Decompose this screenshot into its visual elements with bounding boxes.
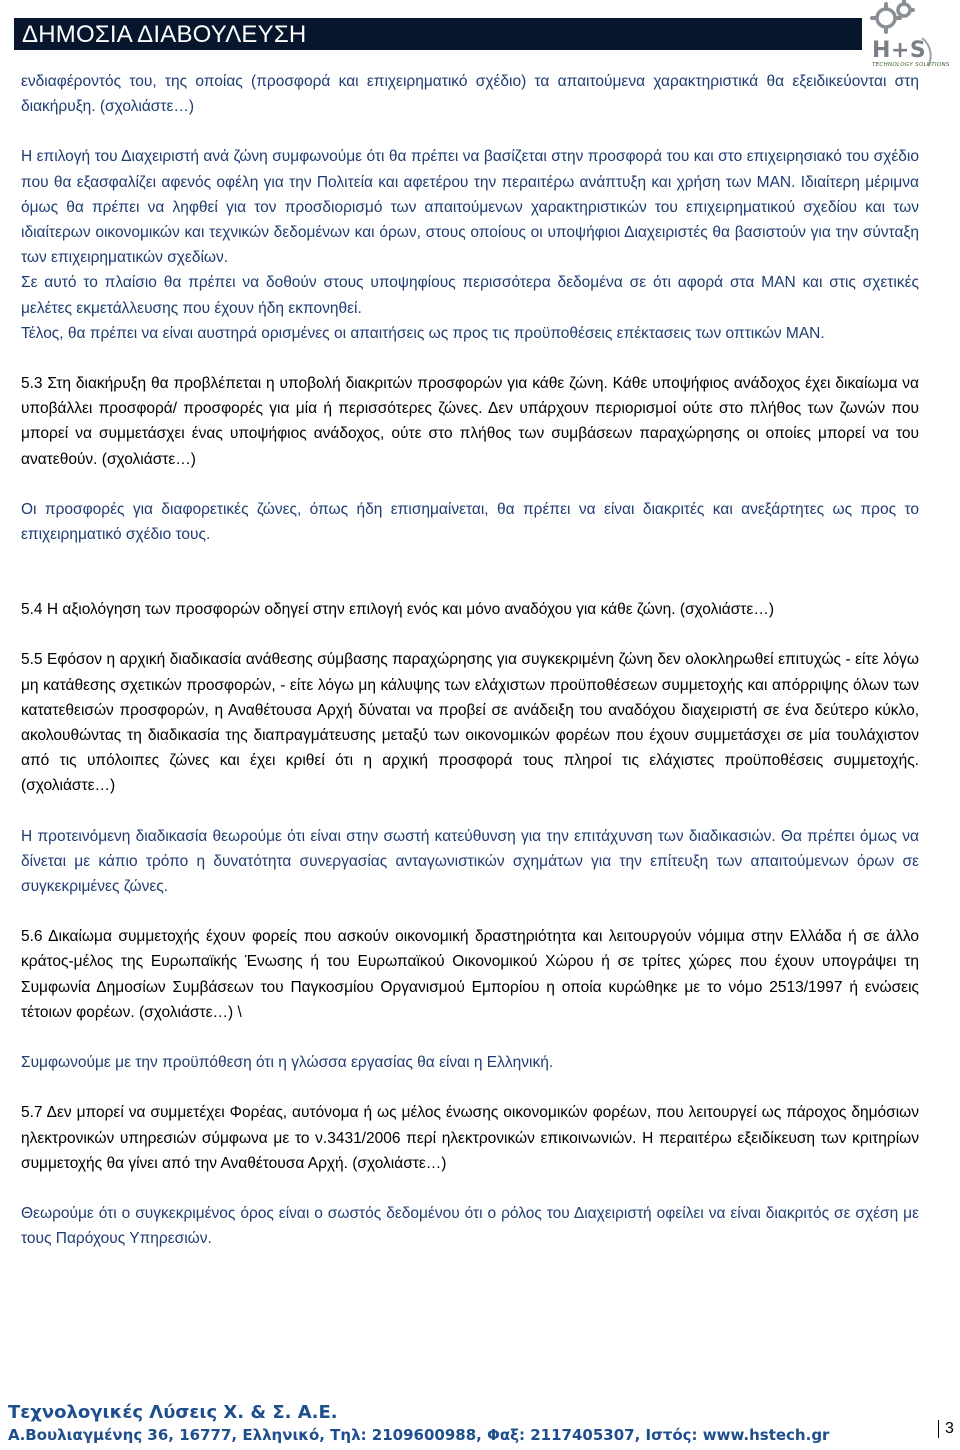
footer-company-name: Τεχνολογικές Λύσεις Χ. & Σ. Α.Ε. (8, 1402, 338, 1423)
section-paragraph-5-3: 5.3 Στη διακήρυξη θα προβλέπεται η υποβολή διακριτών προσφορών για κάθε ζώνη. Κάθε υποψήφιος ανάδοχος έχει δικαίωμα να υποβάλλει προσφορά/ προσφορές για μία ή περισσότερες ζώνες. Δεν υπάρχουν περιορισμοί ούτε στο πλήθος των ζωνών που μπορεί να συμμετάσχει ένας υποψήφιος ανάδοχος, ούτε στο πλήθος των συμβάσεων παραχώρησης οι οποίες μπορεί να του ανατεθούν. (σχολιάστε…) (21, 375, 919, 468)
comment-paragraph: Τέλος, θα πρέπει να είναι αυστηρά ορισμένες οι απαιτήσεις ως προς τις προϋποθέσεις επέκτασεις των οπτικών ΜΑΝ. (21, 324, 825, 342)
section-paragraph-5-5: 5.5 Εφόσον η αρχική διαδικασία ανάθεσης σύμβασης παραχώρησης για συγκεκριμένη ζώνη δεν ολοκληρωθεί επιτυχώς - είτε λόγω μη κατάθεσης σχετικών προσφορών, - είτε λόγω μη κάλυψης των ελάχιστων προϋποθέσεων συμμετοχής και απόρριψης όλων των κατατεθεισών προσφορών, η Αναθέτουσα Αρχή δύναται να προβεί σε ανάδειξη του αναδόχου διαχειριστή σε ένα δεύτερο κύκλο, ακολουθώντας τη διαδικασία της διαπραγμάτευσης μεταξύ των οικονομικών φορέων που έχουν συμμετάσχει σε μία τουλάχιστον από τις υπόλοιπες ζώνες και έχει κριθεί ότι η αρχική προσφορά τους πληροί τις ελάχιστες προϋποθέσεις συμμετοχής. (σχολιάστε…) (21, 651, 919, 795)
document-body (21, 69, 919, 1251)
logo-text: H+S (872, 38, 927, 63)
comment-paragraph: Η επιλογή του Διαχειριστή ανά ζώνη συμφωνούμε ότι θα πρέπει να βασίζεται στην προσφορά του και στο επιχειρησιακό του σχέδιο που θα εξασφαλίζει αφενός οφέλη για την Πολιτεία και αφετέρου την περαιτέρω ανάπτυξη και χρήση των ΜΑΝ. Ιδιαίτερη μέριμνα όμως θα πρέπει να ληφθεί για τον προσδιορισμό των απαιτούμενων χαρακτηριστικών του επιχειρηματικού σχεδίου και των ιδιαίτερων οικονομικών και τεχνικών δεδομένων και όρων, στους οποίους οι υποψήφιοι Διαχειριστές θα βασιστούν για την σύνταξη των επιχειρηματικών σχεδίων. (21, 148, 919, 267)
footer-address: Α.Βουλιαγμένης 36, 16777, Ελληνικό, Τηλ: 2109600988, Φαξ: 2117405307, Ιστός: www.hstech.gr (8, 1426, 830, 1444)
header-bar (14, 18, 862, 50)
company-logo (862, 0, 954, 76)
comment-paragraph: ενδιαφέροντός του, της οποίας (προσφορά και επιχειρηματικό σχέδιο) τα απαιτούμενα χαρακτηριστικά θα εξειδικεύονται στη διακήρυξη. (σχολιάστε…) (21, 73, 919, 116)
document-title: ΔΗΜΟΣΙΑ ΔΙΑΒΟΥΛΕΥΣΗ (22, 21, 307, 48)
comment-paragraph: Η προτεινόμενη διαδικασία θεωρούμε ότι είναι στην σωστή κατεύθυνση για την επιτάχυνση των διαδικασιών. Θα πρέπει όμως να δίνεται με κάπιο τρόπο η δυνατότητα συνεργασίας ανταγωνιστικών σχημάτων για την επίτευξη των απαιτούμενων όρων σε συγκεκριμένες ζώνες. (21, 827, 919, 896)
section-paragraph-5-6: 5.6 Δικαίωμα συμμετοχής έχουν φορείς που ασκούν οικονομική δραστηριότητα και λειτουργούν νόμιμα στην Ελλάδα ή σε άλλο κράτος-μέλος της Ευρωπαϊκής Ένωσης ή του Ευρωπαϊκού Οικονομικού Χώρου ή σε τρίτες χώρες που έχουν υπογράψει τη Συμφωνία Δημοσίων Συμβάσεων του Παγκοσμίου Οργανισμού Εμπορίου η οποία κυρώθηκε με το νόμο 2513/1997 ή ενώσεις τέτοιων φορέων. (σχολιάστε…) \ (21, 928, 919, 1021)
logo-subtext: TECHNOLOGY SOLUTIONS (872, 62, 950, 68)
comment-paragraph: Σε αυτό το πλαίσιο θα πρέπει να δοθούν στους υποψηφίους περισσότερα δεδομένα σε ότι αφορά στα ΜΑΝ και στις σχετικές μελέτες εκμετάλλευσης που έχουν ήδη εκπονηθεί. (21, 274, 919, 317)
comment-paragraph: Θεωρούμε ότι ο συγκεκριμένος όρος είναι ο σωστός δεδομένου ότι ο ρόλος του Διαχειριστή οφείλει να είναι διακριτός σε σχέση με τους Παρόχους Υπηρεσιών. (21, 1204, 919, 1248)
comment-paragraph: Συμφωνούμε με την προϋπόθεση ότι η γλώσσα εργασίας θα είναι η Ελληνική. (21, 1054, 554, 1072)
page-number: 3 (938, 1420, 954, 1438)
section-paragraph-5-7: 5.7 Δεν μπορεί να συμμετέχει Φορέας, αυτόνομα ή ως μέλος ένωσης οικονομικών φορέων, που λειτουργεί ως πάροχος δημόσιων ηλεκτρονικών υπηρεσιών σύμφωνα με το ν.3431/2006 περί ηλεκτρονικών επικοινωνιών. Η περαιτέρω εξειδίκευση των κριτηρίων συμμετοχής θα γίνει από την Αναθέτουσα Αρχή. (σχολιάστε…) (21, 1104, 919, 1172)
comment-paragraph: Οι προσφορές για διαφορετικές ζώνες, όπως ήδη επισημαίνεται, θα πρέπει να είναι διακριτές και ανεξάρτητες ως προς το επιχειρηματικό σχέδιο τους. (21, 500, 919, 544)
section-paragraph-5-4: 5.4 Η αξιολόγηση των προσφορών οδηγεί στην επιλογή ενός και μόνο αναδόχου για κάθε ζώνη. (σχολιάστε…) (21, 601, 775, 619)
